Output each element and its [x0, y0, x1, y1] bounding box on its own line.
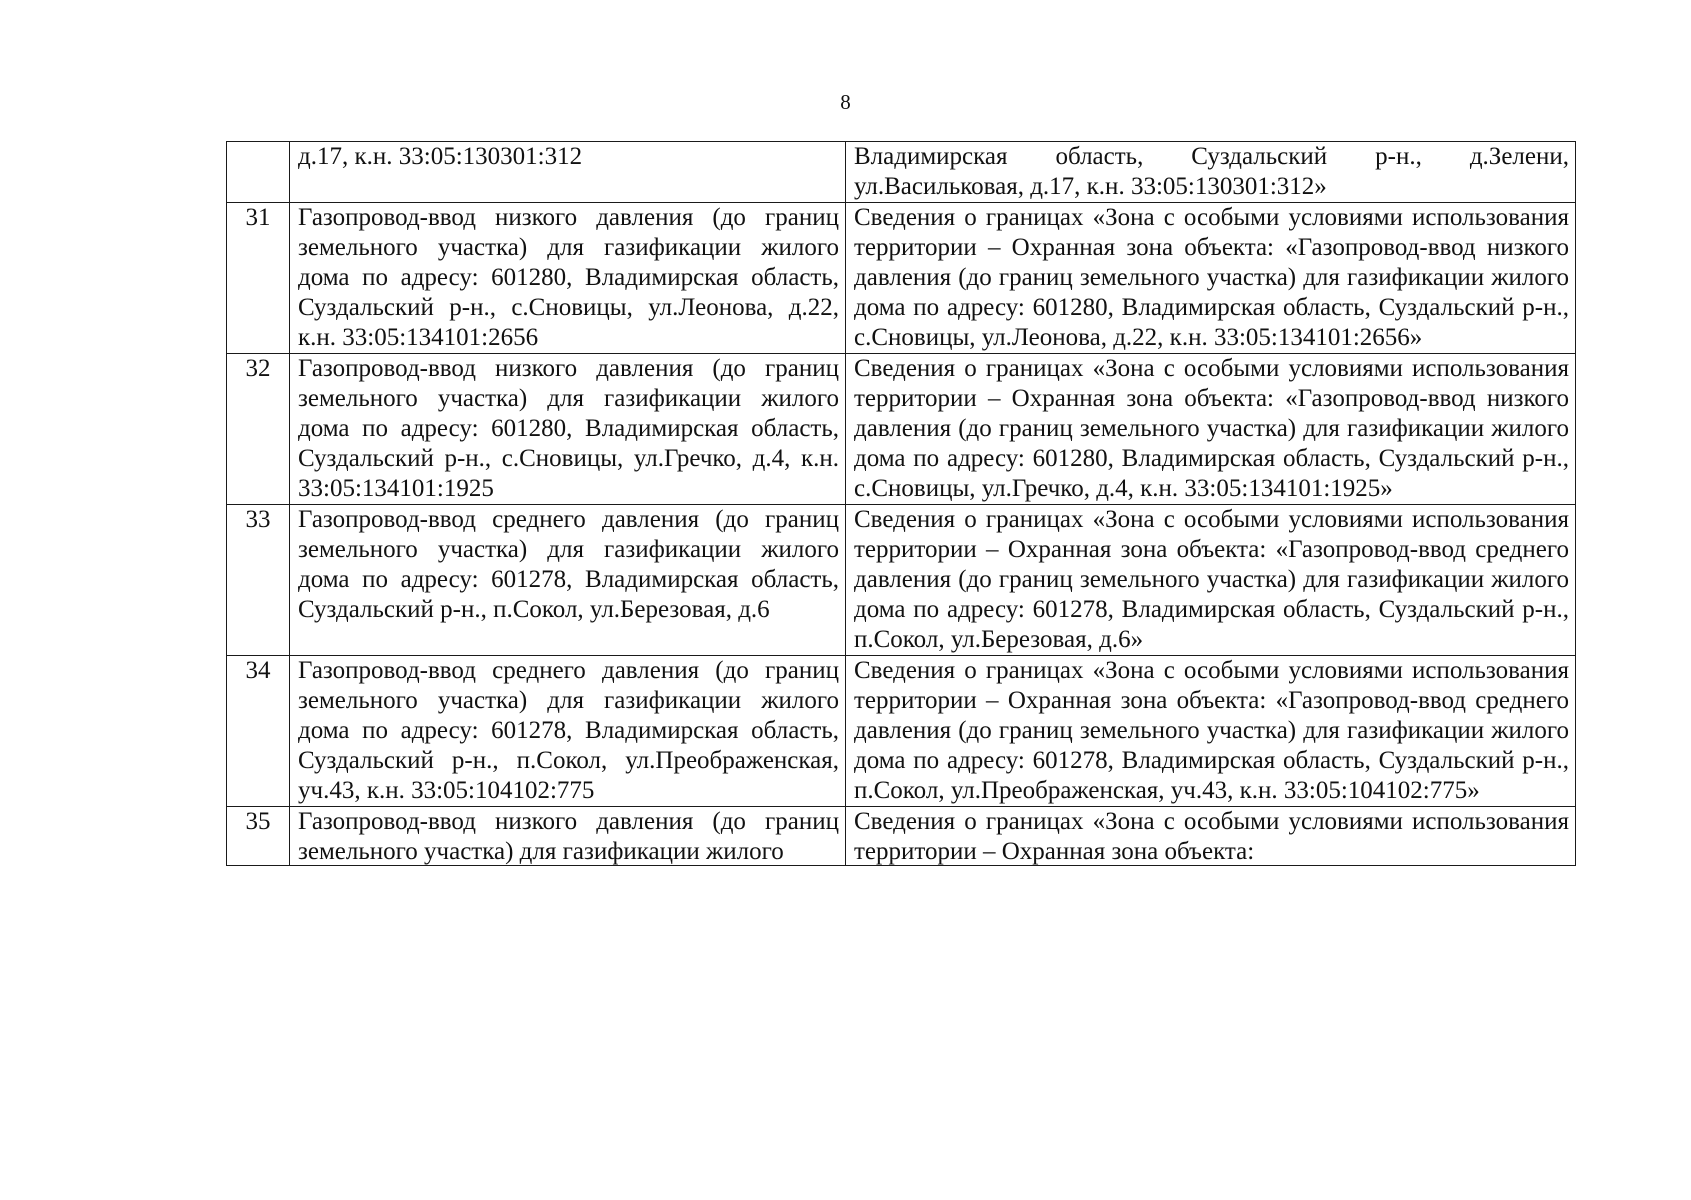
zone-information: Сведения о границах «Зона с особыми условиями использования территории – Охранная зона объекта: «Газопровод-ввод среднего давления (до границ земельного участка) для газификации жилого дома по адресу: 601278, Владимирская область, Суздальский р-н., п.Сокол, ул.Березовая, д.6» [846, 505, 1576, 656]
object-description: Газопровод-ввод среднего давления (до границ земельного участка) для газификации жилого дома по адресу: 601278, Владимирская область, Суздальский р-н., п.Сокол, ул.Преображенская, уч.43, к.н. 33:05:104102:775 [290, 656, 846, 807]
table-row [227, 142, 1576, 203]
object-description [290, 807, 846, 866]
row-number [227, 142, 290, 203]
zone-information [846, 807, 1576, 866]
zone-information-text: Сведения о границах «Зона с особыми условиями использования территории – Охранная зона объекта: [854, 808, 1569, 865]
row-number: 32 [227, 354, 290, 505]
row-number: 34 [227, 656, 290, 807]
table-row [227, 656, 1576, 807]
row-number: 33 [227, 505, 290, 656]
table-row [227, 354, 1576, 505]
object-description: Газопровод-ввод низкого давления (до границ земельного участка) для газификации жилого дома по адресу: 601280, Владимирская область, Суздальский р-н., с.Сновицы, ул.Леонова, д.22, к.н. 33:05:134101:2656 [290, 203, 846, 354]
row-number: 35 [227, 807, 290, 866]
object-description: Газопровод-ввод среднего давления (до границ земельного участка) для газификации жилого дома по адресу: 601278, Владимирская область, Суздальский р-н., п.Сокол, ул.Березовая, д.6 [290, 505, 846, 656]
zone-information: Владимирская область, Суздальский р-н., д.Зелени, ул.Васильковая, д.17, к.н. 33:05:130301:312» [846, 142, 1576, 203]
page-number: 8 [840, 90, 851, 114]
zone-information: Сведения о границах «Зона с особыми условиями использования территории – Охранная зона объекта: «Газопровод-ввод среднего давления (до границ земельного участка) для газификации жилого дома по адресу: 601278, Владимирская область, Суздальский р-н., п.Сокол, ул.Преображенская, уч.43, к.н. 33:05:104102:775» [846, 656, 1576, 807]
table-row [227, 505, 1576, 656]
table-row [227, 807, 1576, 866]
object-description: д.17, к.н. 33:05:130301:312 [290, 142, 846, 203]
zone-information: Сведения о границах «Зона с особыми условиями использования территории – Охранная зона объекта: «Газопровод-ввод низкого давления (до границ земельного участка) для газификации жилого дома по адресу: 601280, Владимирская область, Суздальский р-н., с.Сновицы, ул.Гречко, д.4, к.н. 33:05:134101:1925» [846, 354, 1576, 505]
object-description: Газопровод-ввод низкого давления (до границ земельного участка) для газификации жилого дома по адресу: 601280, Владимирская область, Суздальский р-н., с.Сновицы, ул.Гречко, д.4, к.н. 33:05:134101:1925 [290, 354, 846, 505]
row-number: 31 [227, 203, 290, 354]
table-row [227, 203, 1576, 354]
registry-table [226, 141, 1576, 866]
zone-information: Сведения о границах «Зона с особыми условиями использования территории – Охранная зона объекта: «Газопровод-ввод низкого давления (до границ земельного участка) для газификации жилого дома по адресу: 601280, Владимирская область, Суздальский р-н., с.Сновицы, ул.Леонова, д.22, к.н. 33:05:134101:2656» [846, 203, 1576, 354]
object-description-text: Газопровод-ввод низкого давления (до границ земельного участка) для газификации жилого [298, 808, 839, 865]
